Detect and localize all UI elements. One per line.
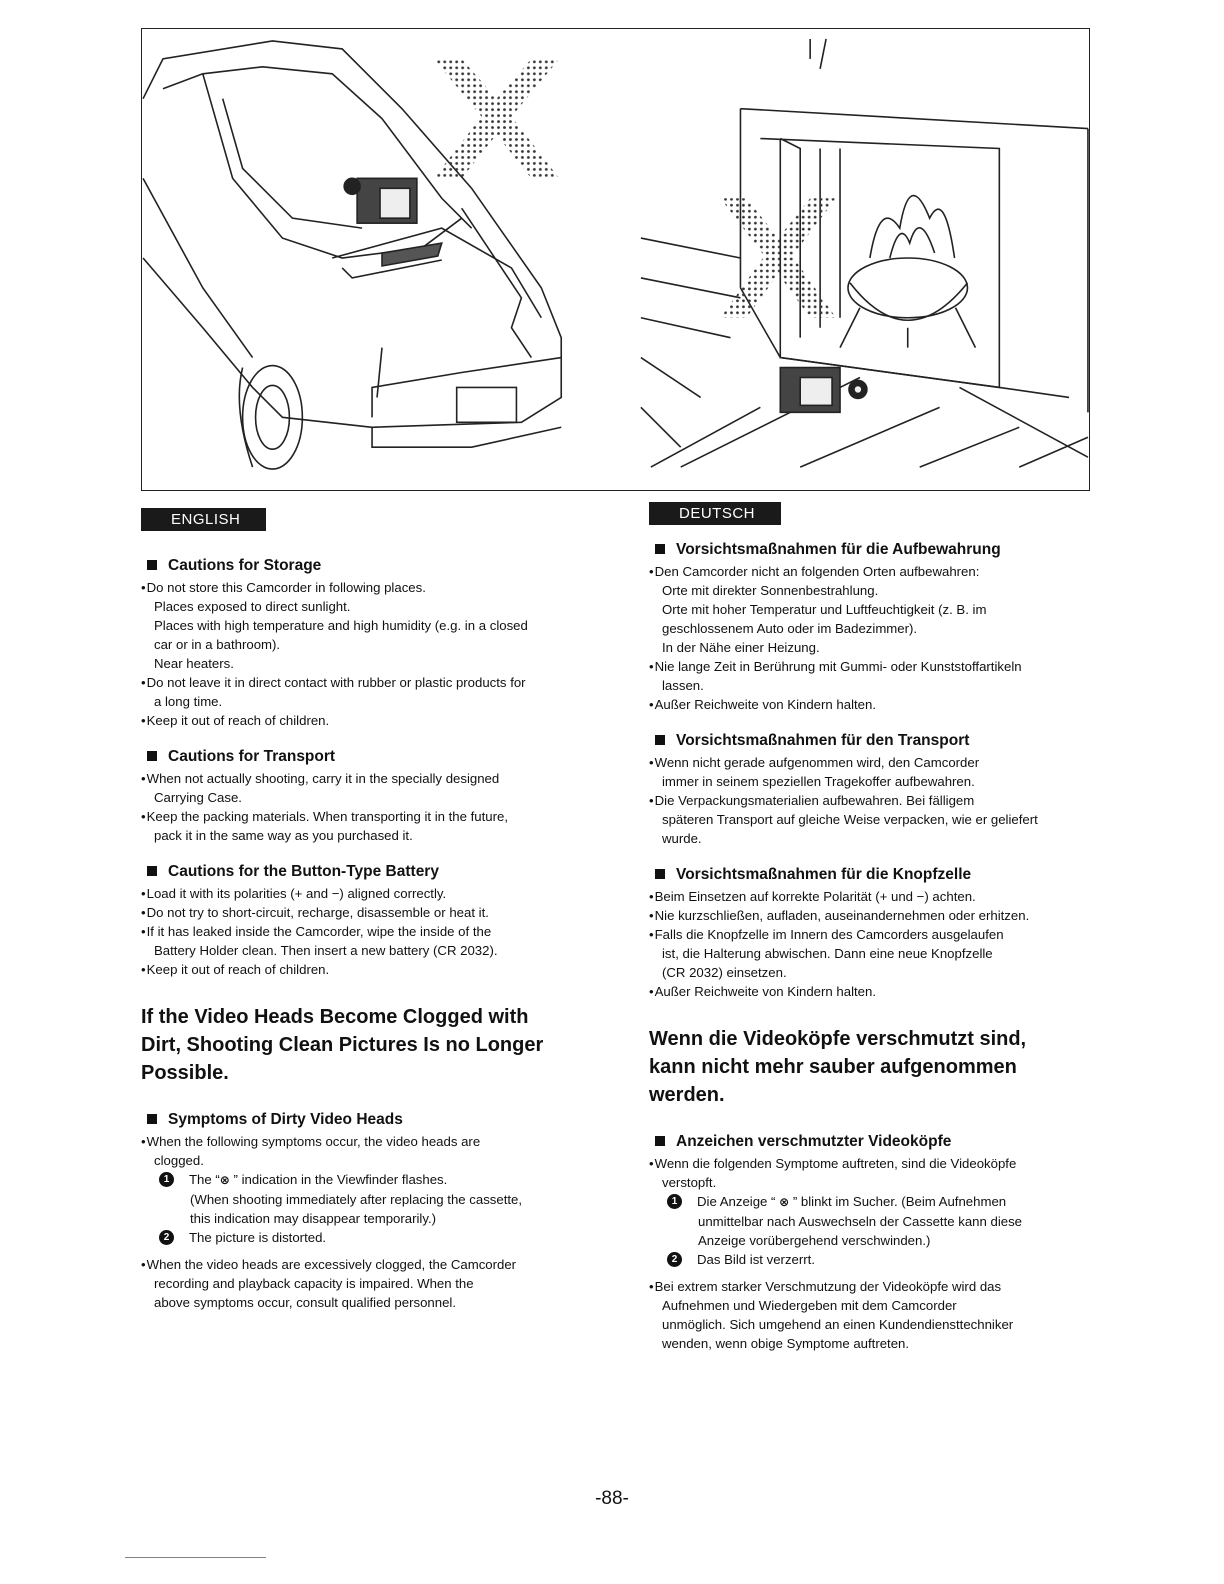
- text-line: • Nie kurzschließen, aufladen, auseinandernehmen oder erhitzen.: [649, 906, 1099, 925]
- text-line: (CR 2032) einsetzen.: [662, 965, 787, 980]
- square-bullet-icon: [655, 1136, 665, 1146]
- text-line: • Den Camcorder nicht an folgenden Orten aufbewahren:: [649, 562, 1099, 581]
- clogged-heads-indicator-icon: ⊗: [779, 1195, 790, 1209]
- heading-line: werden.: [649, 1084, 725, 1106]
- square-bullet-icon: [147, 751, 157, 761]
- text-line: • Die Verpackungsmaterialien aufbewahren. Bei fälligem: [649, 791, 1099, 810]
- text-line: this indication may disappear temporarily.): [190, 1211, 437, 1226]
- english-column: [141, 508, 591, 1312]
- square-bullet-icon: [147, 1114, 157, 1124]
- text-line: • When not actually shooting, carry it in the specially designed: [141, 769, 591, 788]
- text-line: Near heaters.: [154, 656, 234, 671]
- text-line: • Wenn die folgenden Symptome auftreten, sind die Videoköpfe: [649, 1154, 1099, 1173]
- text-line: • Keep it out of reach of children.: [141, 960, 591, 979]
- text-line: • Do not store this Camcorder in following places.: [141, 578, 591, 597]
- language-badge: ENGLISH: [141, 508, 266, 531]
- text-line: recording and playback capacity is impaired. When the: [154, 1276, 474, 1291]
- numbered-item: 2 Das Bild ist verzerrt.: [649, 1250, 1099, 1269]
- heading-line: Dirt, Shooting Clean Pictures Is no Longer: [141, 1034, 544, 1056]
- text-line: • Außer Reichweite von Kindern halten.: [649, 982, 1099, 1001]
- text-line: • Do not leave it in direct contact with rubber or plastic products for: [141, 673, 591, 692]
- text-line: • Wenn nicht gerade aufgenommen wird, den Camcorder: [649, 753, 1099, 772]
- text-line: Anzeige vorübergehend verschwinden.): [698, 1233, 931, 1248]
- text-line: pack it in the same way as you purchased it.: [154, 828, 413, 843]
- section-title: Vorsichtsmaßnahmen für den Transport: [649, 732, 1099, 750]
- heading-line: kann nicht mehr sauber aufgenommen: [649, 1056, 1017, 1078]
- text-line: • Beim Einsetzen auf korrekte Polarität (+ und −) achten.: [649, 887, 1099, 906]
- scan-artifact-line: [125, 1557, 266, 1558]
- square-bullet-icon: [655, 544, 665, 554]
- text-line: • Bei extrem starker Verschmutzung der Videoköpfe wird das: [649, 1277, 1099, 1296]
- text-line: wenden, wenn obige Symptome auftreten.: [662, 1336, 910, 1351]
- heading-line: If the Video Heads Become Clogged with: [141, 1006, 529, 1028]
- text-line: späteren Transport auf gleiche Weise verpacken, wie er geliefert: [662, 812, 1038, 827]
- text-line: Places exposed to direct sunlight.: [154, 599, 351, 614]
- text-line: Carrying Case.: [154, 790, 242, 805]
- text-line: In der Nähe einer Heizung.: [662, 640, 820, 655]
- text-line: • Nie lange Zeit in Berührung mit Gummi- oder Kunststoffartikeln: [649, 657, 1099, 676]
- text-line: Orte mit direkter Sonnenbestrahlung.: [662, 583, 879, 598]
- text-line: ist, die Halterung abwischen. Dann eine neue Knopfzelle: [662, 946, 993, 961]
- text-line: lassen.: [662, 678, 704, 693]
- warning-illustration: [141, 28, 1090, 491]
- page-number: -88-: [595, 1488, 629, 1509]
- number-badge-icon: 2: [667, 1252, 682, 1267]
- numbered-item: 1 Die Anzeige “ ⊗ ” blinkt im Sucher. (Beim Aufnehmen: [649, 1192, 1099, 1212]
- numbered-item: 1 The “⊗ ” indication in the Viewfinder flashes.: [141, 1170, 591, 1190]
- text-line: (When shooting immediately after replacing the cassette,: [190, 1192, 523, 1207]
- text-line: clogged.: [154, 1153, 204, 1168]
- section-title: Vorsichtsmaßnahmen für die Knopfzelle: [649, 866, 1099, 884]
- text-line: Battery Holder clean. Then insert a new battery (CR 2032).: [154, 943, 498, 958]
- heading-line: Possible.: [141, 1062, 229, 1084]
- text-line: Orte mit hoher Temperatur und Luftfeuchtigkeit (z. B. im: [662, 602, 987, 617]
- deutsch-column: [649, 502, 1099, 1353]
- numbered-item: 2 The picture is distorted.: [141, 1228, 591, 1247]
- text-line: • Außer Reichweite von Kindern halten.: [649, 695, 1099, 714]
- text-line: unmöglich. Sich umgehend an einen Kundendiensttechniker: [662, 1317, 1014, 1332]
- text-line: • Keep the packing materials. When transporting it in the future,: [141, 807, 591, 826]
- square-bullet-icon: [655, 735, 665, 745]
- square-bullet-icon: [147, 560, 157, 570]
- section-title: Anzeichen verschmutzter Videoköpfe: [649, 1133, 1099, 1151]
- number-badge-icon: 1: [667, 1194, 682, 1209]
- text-line: above symptoms occur, consult qualified personnel.: [154, 1295, 457, 1310]
- text-line: a long time.: [154, 694, 223, 709]
- number-badge-icon: 1: [159, 1172, 174, 1187]
- section-title: Vorsichtsmaßnahmen für die Aufbewahrung: [649, 541, 1099, 559]
- clogged-heads-indicator-icon: ⊗: [219, 1173, 230, 1187]
- text-line: immer in seinem speziellen Tragekoffer aufbewahren.: [662, 774, 975, 789]
- fireplace-illustration: [641, 39, 1088, 467]
- language-badge: DEUTSCH: [649, 502, 781, 525]
- text-line: • When the following symptoms occur, the video heads are: [141, 1132, 591, 1151]
- section-title: Symptoms of Dirty Video Heads: [141, 1111, 591, 1129]
- text-line: Places with high temperature and high humidity (e.g. in a closed: [154, 618, 528, 633]
- section-title: Cautions for Transport: [141, 748, 591, 766]
- illustration-drawing: [142, 29, 1089, 490]
- text-line: car or in a bathroom).: [154, 637, 281, 652]
- number-badge-icon: 2: [159, 1230, 174, 1245]
- text-line: verstopft.: [662, 1175, 717, 1190]
- section-title: Cautions for the Button-Type Battery: [141, 863, 591, 881]
- heading-line: Wenn die Videoköpfe verschmutzt sind,: [649, 1028, 1027, 1050]
- text-line: • Keep it out of reach of children.: [141, 711, 591, 730]
- text-line: • Load it with its polarities (+ and −) aligned correctly.: [141, 884, 591, 903]
- prohibited-x-mark: [434, 59, 559, 178]
- text-line: geschlossenem Auto oder im Badezimmer).: [662, 621, 918, 636]
- square-bullet-icon: [147, 866, 157, 876]
- text-line: wurde.: [662, 831, 702, 846]
- text-line: Aufnehmen und Wiedergeben mit dem Camcorder: [662, 1298, 957, 1313]
- section-title: Cautions for Storage: [141, 557, 591, 575]
- text-line: • Do not try to short-circuit, recharge, disassemble or heat it.: [141, 903, 591, 922]
- text-line: • Falls die Knopfzelle im Innern des Camcorders ausgelaufen: [649, 925, 1099, 944]
- text-line: unmittelbar nach Auswechseln der Cassette kann diese: [698, 1214, 1023, 1229]
- square-bullet-icon: [655, 869, 665, 879]
- text-line: • If it has leaked inside the Camcorder, wipe the inside of the: [141, 922, 591, 941]
- text-line: • When the video heads are excessively clogged, the Camcorder: [141, 1255, 591, 1274]
